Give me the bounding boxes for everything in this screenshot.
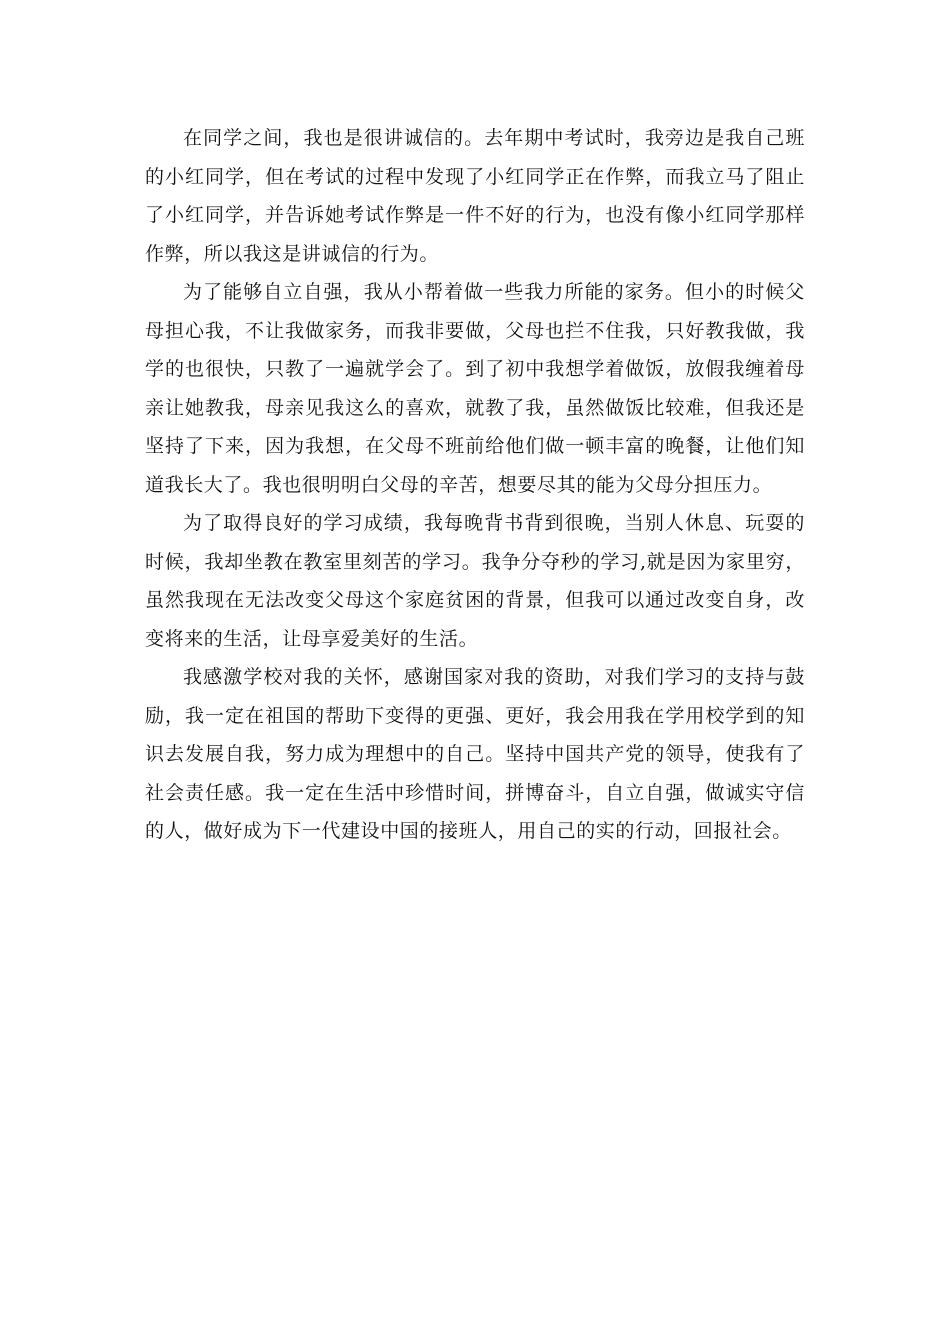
paragraph-gratitude: 我感激学校对我的关怀，感谢国家对我的资助，对我们学习的支持与鼓励，我一定在祖国的帮助下变得的更强、更好，我会用我在学用校学到的知识去发展自我，努力成为理想中的自己。坚持中国共产党的领导，使我有了社会责任感。我一定在生活中珍惜时间，拼博奋斗，自立自强，做诚实守信的人，做好成为下一代建设中国的接班人，用自己的实的行动，回报社会。: [145, 666, 805, 842]
paragraph-study: 为了取得良好的学习成绩，我每晚背书背到很晚，当别人休息、玩耍的时候，我却坐教在教室里刻苦的学习。我争分夺秒的学习,就是因为家里穷，虽然我现在无法改变父母这个家庭贫困的背景，但我可以通过改变自身，改变将来的生活，让母享爱美好的生活。: [145, 512, 805, 650]
document-body: [145, 119, 805, 851]
paragraph-honesty: 在同学之间，我也是很讲诚信的。去年期中考试时，我旁边是我自己班的小红同学，但在考试的过程中发现了小红同学正在作弊，而我立马了阻止了小红同学，并告诉她考试作弊是一件不好的行为，也没有像小红同学那样作弊，所以我这是讲诚信的行为。: [145, 127, 805, 265]
paragraph-self-reliance: 为了能够自立自强，我从小帮着做一些我力所能的家务。但小的时候父母担心我，不让我做家务，而我非要做，父母也拦不住我，只好教我做，我学的也很快，只教了一遍就学会了。到了初中我想学着做饭，放假我缠着母亲让她教我，母亲见我这么的喜欢，就教了我，虽然做饭比较难，但我还是坚持了下来，因为我想，在父母不班前给他们做一顿丰富的晚餐，让他们知道我长大了。我也很明明白父母的辛苦，想要尽其的能为父母分担压力。: [145, 281, 805, 496]
